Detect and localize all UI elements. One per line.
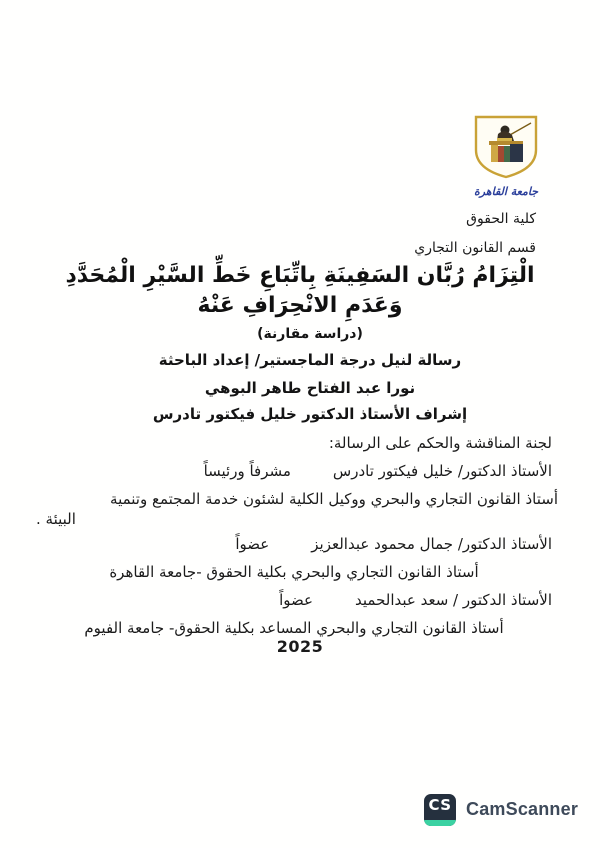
committee-member-role: عضواً bbox=[235, 535, 270, 553]
thesis-title-line2: وَعَدَمِ الانْحِرَافِ عَنْهُ bbox=[197, 293, 403, 318]
university-emblem-caption: جامعة القاهرة bbox=[473, 185, 539, 198]
committee-member-row bbox=[36, 534, 552, 554]
committee-heading: لجنة المناقشة والحكم على الرسالة: bbox=[328, 434, 552, 452]
study-type: (دراسة مقارنة) bbox=[257, 326, 363, 342]
publication-year: 2025 bbox=[276, 637, 324, 656]
university-emblem-icon bbox=[467, 114, 545, 180]
committee-member-name: الأستاذ الدكتور/ خليل فيكتور تادرس bbox=[332, 462, 552, 480]
committee-member-role: عضواً bbox=[279, 591, 313, 609]
committee-member-row bbox=[36, 461, 552, 481]
thesis-title bbox=[0, 261, 600, 321]
faculty-header bbox=[414, 205, 536, 263]
camscanner-logo-accent-strip bbox=[424, 820, 456, 826]
committee-member-description: أستاذ القانون التجاري والبحري ووكيل الكلية لشئون خدمة المجتمع وتنمية bbox=[110, 490, 558, 508]
university-emblem bbox=[459, 114, 553, 198]
committee-section bbox=[36, 433, 558, 646]
faculty-name: كلية الحقوق bbox=[466, 211, 536, 227]
department-name: قسم القانون التجاري bbox=[414, 240, 536, 256]
supervision-line: إشراف الأستاذ الدكتور خليل فيكتور تادرس bbox=[152, 405, 468, 423]
degree-line: رسالة لنيل درجة الماجستير/ إعداد الباحثة bbox=[158, 351, 462, 369]
committee-member-description: أستاذ القانون التجاري والبحري المساعد بكلية الحقوق- جامعة الفيوم bbox=[84, 619, 504, 637]
committee-member-description-continued: البيئة . bbox=[36, 510, 76, 528]
committee-member-name: الأستاذ الدكتور/ جمال محمود عبدالعزيز bbox=[311, 535, 552, 553]
committee-member-description: أستاذ القانون التجاري والبحري بكلية الحقوق -جامعة القاهرة bbox=[109, 563, 479, 581]
thesis-title-line1: الْتِزَامُ رُبَّان السَفِينَةِ بِاتِّبَاعِ خَطِّ السَّيْرِ الْمُحَدَّدِ bbox=[65, 263, 535, 288]
committee-member-name: الأستاذ الدكتور / سعد عبدالحميد bbox=[355, 591, 552, 609]
researcher-name: نورا عبد الفتاح طاهر البوهي bbox=[204, 379, 416, 397]
committee-member-row bbox=[36, 590, 552, 610]
camscanner-logo-icon bbox=[424, 794, 456, 826]
committee-member-role: مشرفاً ورئيساً bbox=[203, 462, 291, 480]
camscanner-brand-text: CamScanner bbox=[466, 799, 579, 819]
camscanner-logo-letters: CS bbox=[428, 796, 452, 814]
